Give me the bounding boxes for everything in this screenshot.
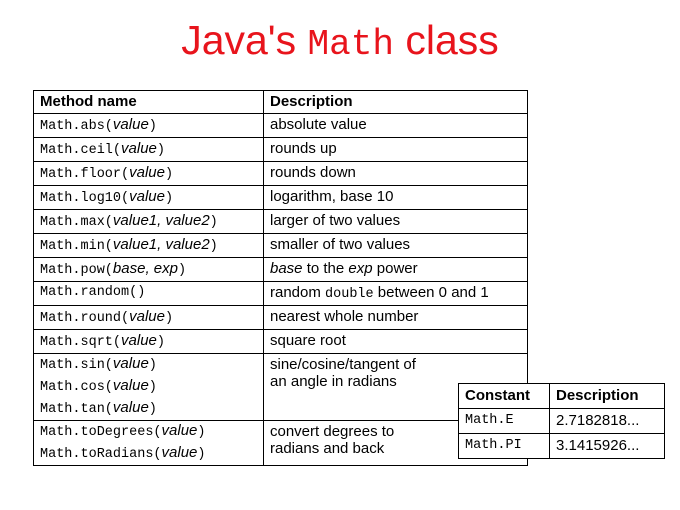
table-row	[34, 138, 528, 162]
method-floor: Math.floor(value)	[34, 162, 264, 186]
title-code: Math	[307, 24, 394, 65]
title-prefix: Java's	[181, 17, 297, 63]
header-method-name: Method name	[34, 91, 264, 114]
table-row	[34, 114, 528, 138]
header-description: Description	[550, 384, 665, 409]
method-description: convert degrees to radians and back	[264, 421, 528, 466]
header-constant: Constant	[459, 384, 550, 409]
method-description: base to the exp power	[264, 258, 528, 282]
constant-e: Math.E	[459, 409, 550, 434]
table-row	[34, 421, 528, 466]
table-row	[34, 234, 528, 258]
method-description: rounds up	[264, 138, 528, 162]
method-random: Math.random()	[34, 282, 264, 306]
method-description: logarithm, base 10	[264, 186, 528, 210]
method-pow: Math.pow(base, exp)	[34, 258, 264, 282]
method-description: sine/cosine/tangent of an angle in radians	[264, 354, 528, 421]
constants-table	[458, 383, 665, 459]
table-row	[459, 434, 665, 459]
method-max: Math.max(value1, value2)	[34, 210, 264, 234]
method-ceil: Math.ceil(value)	[34, 138, 264, 162]
method-round: Math.round(value)	[34, 306, 264, 330]
method-description: absolute value	[264, 114, 528, 138]
method-min: Math.min(value1, value2)	[34, 234, 264, 258]
method-trig: Math.sin(value) Math.cos(value) Math.tan(value)	[34, 354, 264, 421]
constant-pi: Math.PI	[459, 434, 550, 459]
method-description: square root	[264, 330, 528, 354]
method-description: smaller of two values	[264, 234, 528, 258]
table-row	[34, 258, 528, 282]
methods-header-row	[34, 91, 528, 114]
table-row	[34, 354, 528, 421]
method-description: random double between 0 and 1	[264, 282, 528, 306]
table-row	[34, 306, 528, 330]
table-row	[34, 210, 528, 234]
table-row	[459, 409, 665, 434]
table-row	[34, 162, 528, 186]
header-description: Description	[264, 91, 528, 114]
method-description: nearest whole number	[264, 306, 528, 330]
method-conversions: Math.toDegrees(value) Math.toRadians(value)	[34, 421, 264, 466]
method-abs: Math.abs(value)	[34, 114, 264, 138]
methods-table	[33, 90, 528, 466]
title-suffix: class	[405, 17, 499, 63]
table-row	[34, 186, 528, 210]
constant-value: 2.7182818...	[550, 409, 665, 434]
constant-value: 3.1415926...	[550, 434, 665, 459]
method-log10: Math.log10(value)	[34, 186, 264, 210]
method-description: rounds down	[264, 162, 528, 186]
method-description: larger of two values	[264, 210, 528, 234]
table-row	[34, 282, 528, 306]
table-row	[34, 330, 528, 354]
constants-header-row	[459, 384, 665, 409]
method-sqrt: Math.sqrt(value)	[34, 330, 264, 354]
page-title	[0, 14, 680, 71]
